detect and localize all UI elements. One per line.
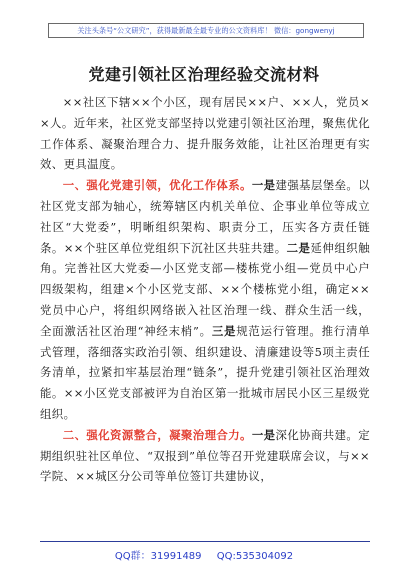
section-1-heading: 一、强化党建引领，优化工作体系。 xyxy=(62,178,252,193)
point-text-3: 规范运行管理。推行清单式管理，落细落实政治引领、组织建设、清廉建设等5项主责任务清单，拉紧扣牢基层治理“链条”，提升党建引领社区治理效能。××小区党支部被评为自治区第一批城市居民小区三星级党组织。 xyxy=(40,323,370,421)
point-text-1: 建强基层堡垒。以社区党支部为轴心，统筹辖区内机关单位、企事业单位等成立社区“大党委”，明晰组织架构、职责分工，压实各方责任链条。××个驻区单位党组织下沉社区共驻共建。 xyxy=(40,178,371,255)
point-text-2: 延伸组织触角。完善社区大党委—小区党支部—楼栋党小组—党员中心户四级架构，组建×个小区党支部、××个楼栋党小组，确定××党员中心户，将组织网络嵌入社区治理一线、群众生活一线，全面激活社区治理“神经末梢”。 xyxy=(40,240,370,338)
section-2-heading: 二、强化资源整合，凝聚治理合力。 xyxy=(62,427,252,442)
point-label-1: 一是 xyxy=(251,178,276,193)
point-label-3: 三是 xyxy=(211,323,237,338)
section-2-paragraph xyxy=(40,425,370,487)
document-body xyxy=(40,92,370,487)
intro-paragraph: ××社区下辖××个小区，现有居民××户、××人，党员××人。近年来，社区党支部坚持以党建引领社区治理，聚焦优化工作体系、凝聚治理合力、提升服务效能，让社区治理更有实效、更具温度。 xyxy=(40,95,370,172)
section-1-paragraph xyxy=(40,175,370,425)
footer-divider xyxy=(40,541,370,542)
point-label-2-1: 一是 xyxy=(251,427,276,442)
footer-qq: QQ:535304092 xyxy=(216,551,294,562)
point-label-2: 二是 xyxy=(286,240,311,255)
footer xyxy=(0,547,408,562)
footer-qq-group: QQ群：31991489 xyxy=(114,551,202,562)
document-title: 党建引领社区治理经验交流材料 xyxy=(88,65,320,84)
promo-banner: 关注头条号“公文研究”，获得最新最全最专业的公文资料库！ 微信：gongwenyj xyxy=(48,23,364,38)
point-text-2-1: 深化协商共建。定期组织驻社区单位、“双报到”单位等召开党建联席会议，与××学院、××城区分公司等单位签订共建协议， xyxy=(40,427,371,484)
